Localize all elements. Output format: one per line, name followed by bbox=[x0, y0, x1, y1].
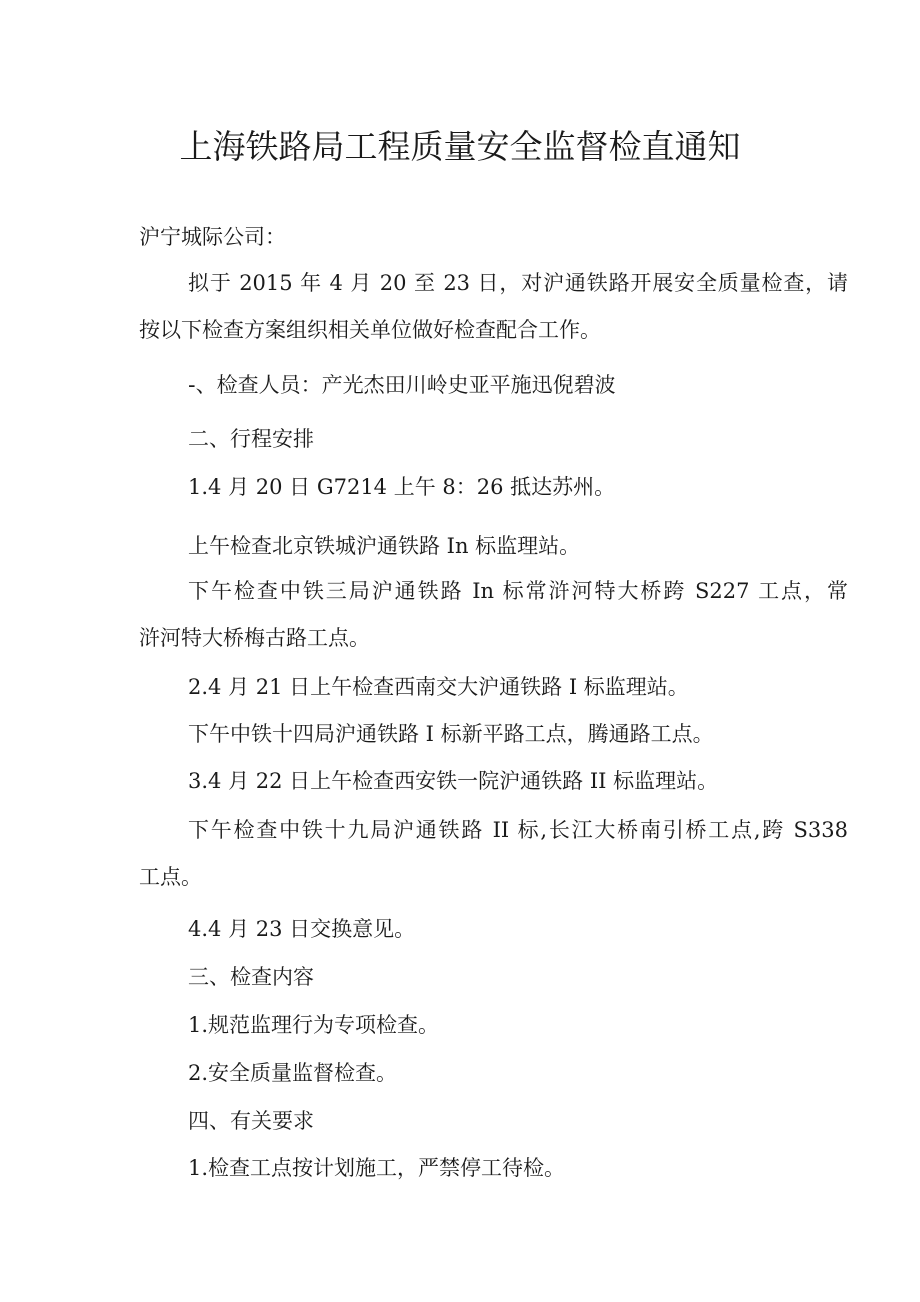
intro-line-1: 拟于 2015 年 4 月 20 至 23 日，对沪通铁路开展安全质量检查，请 bbox=[188, 271, 848, 295]
section-1-label: -、检查人员： bbox=[188, 373, 322, 397]
section-3-heading: 三、检查内容 bbox=[188, 965, 314, 989]
itinerary-day-1-morning: 上午检查北京铁城沪通铁路 In 标监理站。 bbox=[188, 534, 581, 558]
itinerary-day-2-afternoon: 下午中铁十四局沪通铁路 I 标新平路工点，腾通路工点。 bbox=[188, 722, 714, 746]
itinerary-day-1-afternoon-line-1: 下午检查中铁三局沪通铁路 In 标常浒河特大桥跨 S227 工点，常 bbox=[188, 579, 848, 603]
content-item-1: 1.规范监理行为专项检查。 bbox=[188, 1013, 440, 1037]
content-item-2: 2.安全质量监督检查。 bbox=[188, 1061, 398, 1085]
itinerary-day-3-afternoon-line-1: 下午检查中铁十九局沪通铁路 II 标,长江大桥南引桥工点,跨 S338 bbox=[188, 818, 848, 842]
section-2-heading: 二、行程安排 bbox=[188, 427, 314, 451]
document-title: 上海铁路局工程质量安全监督检直通知 bbox=[179, 127, 741, 166]
section-1-heading bbox=[188, 370, 616, 400]
addressee: 沪宁城际公司： bbox=[139, 225, 286, 249]
itinerary-day-3: 3.4 月 22 日上午检查西安铁一院沪通铁路 II 标监理站。 bbox=[188, 769, 719, 793]
itinerary-day-1-afternoon-line-2: 浒河特大桥梅古路工点。 bbox=[139, 626, 370, 650]
itinerary-day-2: 2.4 月 21 日上午检查西南交大沪通铁路 I 标监理站。 bbox=[188, 675, 689, 699]
requirement-item-1: 1.检查工点按计划施工，严禁停工待检。 bbox=[188, 1156, 566, 1180]
inspector-names: 产光杰田川岭史亚平施迅倪碧波 bbox=[321, 373, 616, 397]
section-4-heading: 四、有关要求 bbox=[188, 1109, 314, 1133]
itinerary-day-1: 1.4 月 20 日 G7214 上午 8：26 抵达苏州。 bbox=[188, 475, 616, 499]
intro-line-2: 按以下检查方案组织相关单位做好检查配合工作。 bbox=[139, 318, 601, 342]
itinerary-day-4: 4.4 月 23 日交换意见。 bbox=[188, 917, 416, 941]
itinerary-day-3-afternoon-line-2: 工点。 bbox=[139, 865, 202, 889]
